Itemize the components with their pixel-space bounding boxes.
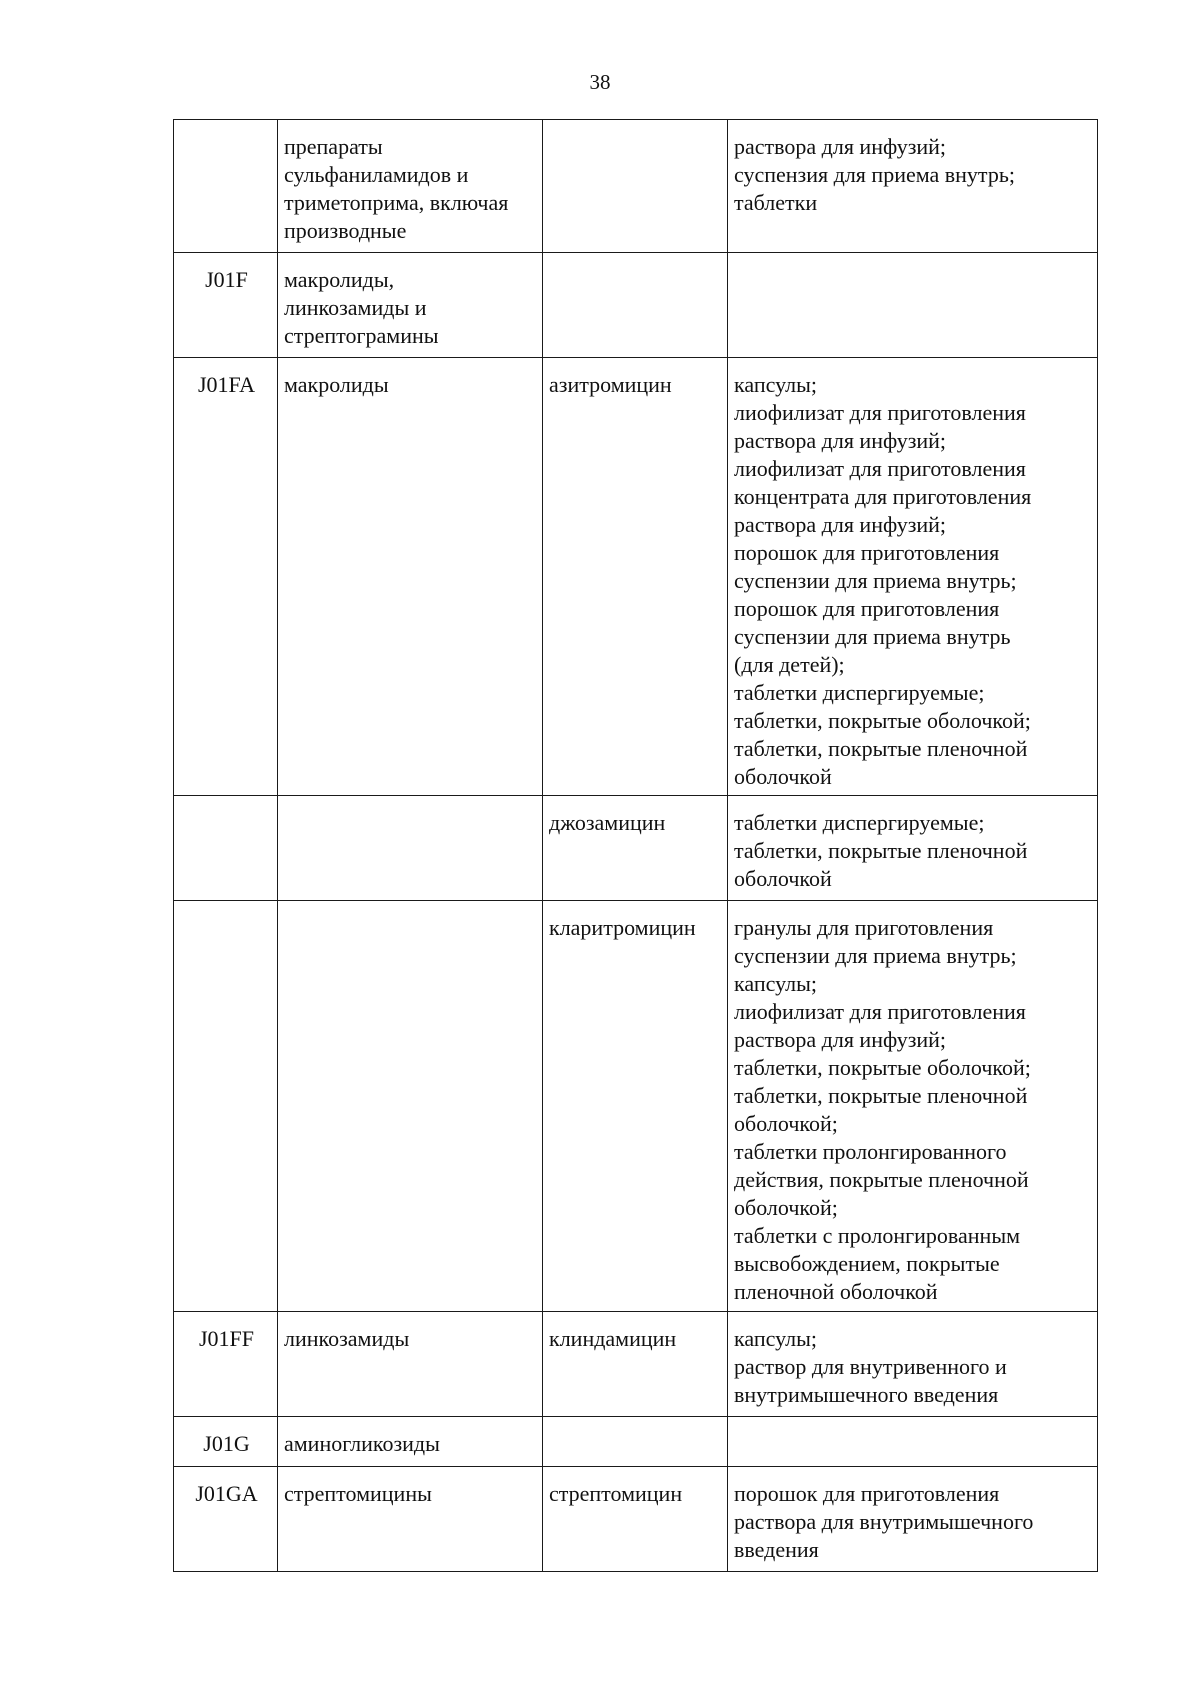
dosage-form-line: оболочкой [734, 866, 832, 891]
dosage-form-line: таблетки диспергируемые; [734, 680, 985, 705]
group-name-line: сульфаниламидов и [284, 162, 469, 187]
atc-code-cell [174, 901, 278, 1312]
dosage-form-line: таблетки, покрытые пленочной [734, 1083, 1028, 1108]
dosage-form-line: суспензия для приема внутрь; [734, 162, 1015, 187]
dosage-form-line: пленочной оболочкой [734, 1279, 938, 1304]
dosage-form-line: (для детей); [734, 652, 845, 677]
atc-code-cell: J01FF [174, 1312, 278, 1417]
dosage-form-line: таблетки пролонгированного [734, 1139, 1007, 1164]
drug-name-cell [543, 1417, 728, 1467]
drug-name-cell: азитромицин [543, 358, 728, 796]
atc-code-cell: J01FA [174, 358, 278, 796]
dosage-form-line: оболочкой [734, 764, 832, 789]
dosage-forms-cell [728, 1417, 1098, 1467]
dosage-form-line: суспензии для приема внутрь; [734, 568, 1017, 593]
group-name-line: препараты [284, 134, 383, 159]
table-row [174, 1312, 1098, 1417]
dosage-form-line: раствор для внутривенного и [734, 1354, 1007, 1379]
group-name-line: производные [284, 218, 407, 243]
dosage-form-line: оболочкой; [734, 1195, 838, 1220]
dosage-form-line: таблетки [734, 190, 818, 215]
group-name-line: макролиды, [284, 267, 395, 292]
dosage-forms-cell [728, 901, 1098, 1312]
dosage-form-line: таблетки диспергируемые; [734, 810, 985, 835]
table-row [174, 358, 1098, 796]
drug-table [173, 119, 1098, 1572]
atc-code-cell: J01GA [174, 1467, 278, 1572]
group-name-line: аминогликозиды [284, 1431, 440, 1456]
dosage-form-line: действия, покрытые пленочной [734, 1167, 1029, 1192]
group-name-line: стрептомицины [284, 1481, 432, 1506]
dosage-form-line: оболочкой; [734, 1111, 838, 1136]
dosage-form-line: введения [734, 1537, 819, 1562]
dosage-form-line: таблетки, покрытые оболочкой; [734, 1055, 1031, 1080]
dosage-form-line: гранулы для приготовления [734, 915, 994, 940]
dosage-form-line: раствора для инфузий; [734, 428, 947, 453]
dosage-forms-cell [728, 1312, 1098, 1417]
dosage-form-line: высвобождением, покрытые [734, 1251, 1000, 1276]
page-number: 38 [589, 70, 611, 94]
drug-name-cell: кларитромицин [543, 901, 728, 1312]
dosage-forms-cell [728, 120, 1098, 253]
drug-name-cell: джозамицин [543, 796, 728, 901]
dosage-form-line: таблетки, покрытые оболочкой; [734, 708, 1031, 733]
dosage-form-line: раствора для внутримышечного [734, 1509, 1034, 1534]
group-name-line: триметоприма, включая [284, 190, 509, 215]
dosage-form-line: порошок для приготовления [734, 596, 1000, 621]
dosage-form-line: таблетки с пролонгированным [734, 1223, 1021, 1248]
group-name-line: стрептограмины [284, 323, 439, 348]
atc-code-cell: J01F [174, 253, 278, 358]
dosage-forms-cell [728, 1467, 1098, 1572]
dosage-form-line: таблетки, покрытые пленочной [734, 736, 1028, 761]
table-row [174, 796, 1098, 901]
dosage-form-line: раствора для инфузий; [734, 134, 947, 159]
table-row [174, 120, 1098, 253]
dosage-form-line: суспензии для приема внутрь; [734, 943, 1017, 968]
dosage-form-line: раствора для инфузий; [734, 1027, 947, 1052]
dosage-form-line: капсулы; [734, 971, 817, 996]
dosage-form-line: раствора для инфузий; [734, 512, 947, 537]
group-name-cell [278, 796, 543, 901]
dosage-form-line: порошок для приготовления [734, 540, 1000, 565]
table-row [174, 253, 1098, 358]
group-name-line: линкозамиды [284, 1326, 410, 1351]
dosage-form-line: порошок для приготовления [734, 1481, 1000, 1506]
drug-name-cell [543, 253, 728, 358]
drug-name-cell: клиндамицин [543, 1312, 728, 1417]
dosage-form-line: капсулы; [734, 1326, 817, 1351]
dosage-form-line: суспензии для приема внутрь [734, 624, 1011, 649]
group-name-cell [278, 358, 543, 796]
dosage-form-line: лиофилизат для приготовления [734, 999, 1026, 1024]
dosage-form-line: лиофилизат для приготовления [734, 456, 1026, 481]
atc-code-cell [174, 120, 278, 253]
dosage-form-line: концентрата для приготовления [734, 484, 1032, 509]
dosage-forms-cell [728, 253, 1098, 358]
group-name-line: линкозамиды и [284, 295, 427, 320]
group-name-cell [278, 1312, 543, 1417]
group-name-cell [278, 253, 543, 358]
table-body [174, 120, 1098, 1572]
drug-name-cell [543, 120, 728, 253]
dosage-form-line: таблетки, покрытые пленочной [734, 838, 1028, 863]
dosage-form-line: капсулы; [734, 372, 817, 397]
group-name-cell [278, 901, 543, 1312]
group-name-cell [278, 1417, 543, 1467]
drug-name-cell: стрептомицин [543, 1467, 728, 1572]
dosage-form-line: внутримышечного введения [734, 1382, 999, 1407]
group-name-cell [278, 1467, 543, 1572]
table-row [174, 1467, 1098, 1572]
dosage-form-line: лиофилизат для приготовления [734, 400, 1026, 425]
table-row [174, 901, 1098, 1312]
table-row [174, 1417, 1098, 1467]
dosage-forms-cell [728, 358, 1098, 796]
group-name-cell [278, 120, 543, 253]
atc-code-cell [174, 796, 278, 901]
group-name-line: макролиды [284, 372, 389, 397]
atc-code-cell: J01G [174, 1417, 278, 1467]
dosage-forms-cell [728, 796, 1098, 901]
